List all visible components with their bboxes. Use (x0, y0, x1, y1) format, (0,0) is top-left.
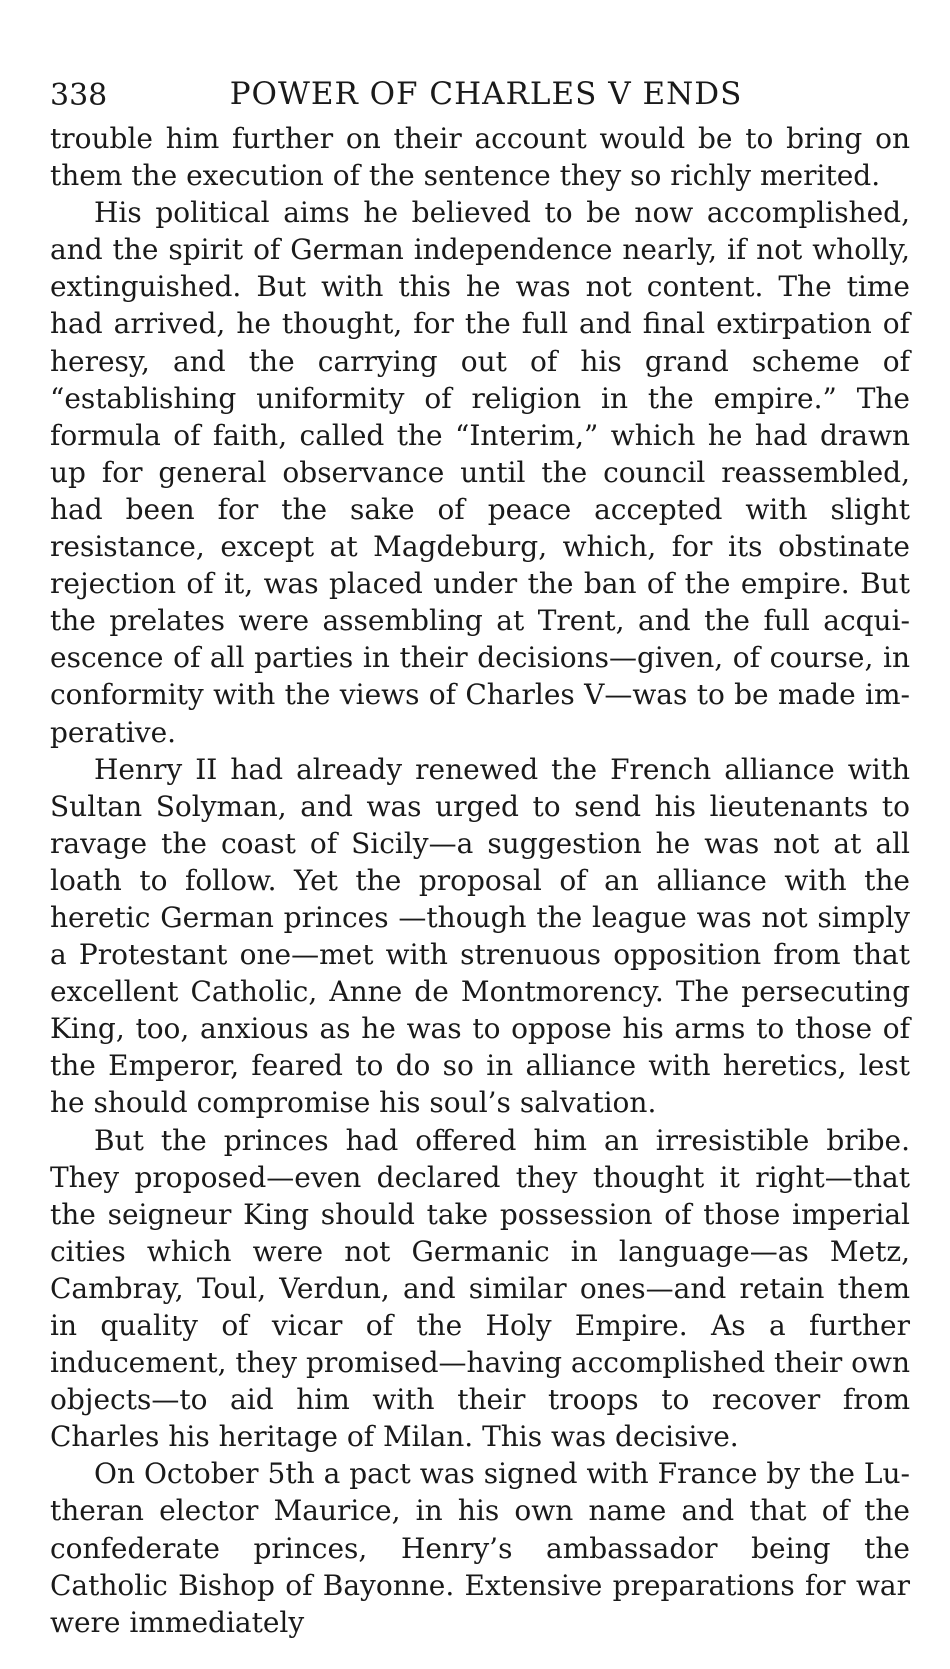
running-head (50, 70, 910, 120)
paragraph: But the princes had offered him an irresistible bribe. They proposed—even declared they thought it right—that the seigneur King should take possession of those imperial cities which were not Germanic in language—as Metz, Cambray, Toul, Verdun, and similar ones—and retain them in quality of vicar of the Holy Empire. As a further inducement, they promised—having accomplished their own objects—to aid him with their troops to recover from Charles his heritage of Milan. This was decisive. (50, 1123, 910, 1454)
paragraph: On October 5th a pact was signed with France by the Lutheran elector Maurice, in his own name and that of the confederate princes, Henry’s ambassador being the Catholic Bishop of Bayonne. Extensive preparations for war were immediately (50, 1457, 910, 1639)
running-title: POWER OF CHARLES V ENDS (229, 76, 743, 112)
book-page (50, 70, 910, 1641)
paragraph-continuation: trouble him further on their account would be to bring on them the execution of the sentence they so richly merited. (50, 122, 910, 193)
paragraph: Henry II had already renewed the French alliance with Sultan Solyman, and was urged to send his lieutenants to ravage the coast of Sicily—a suggestion he was not at all loath to follow. Yet the proposal of an alliance with the heretic German princes —though the league was not simply a Protestant one—met with strenuous opposition from that excellent Catholic, Anne de Montmorency. The persecuting King, too, anxious as he was to oppose his arms to those of the Emperor, feared to do so in alliance with heretics, lest he should compromise his soul’s salvation. (50, 752, 910, 1120)
page-number: 338 (50, 78, 108, 113)
paragraph: His political aims he believed to be now accomplished, and the spirit of German independence nearly, if not wholly, extinguished. But with this he was not content. The time had arrived, he thought, for the full and final extirpation of heresy, and the carrying out of his grand scheme of “establishing uniformity of religion in the empire.” The formula of faith, called the “Interim,” which he had drawn up for general observance until the council reassembled, had been for the sake of peace accepted with slight resistance, except at Magdeburg, which, for its obstinate rejection of it, was placed under the ban of the empire. But the prelates were assembling at Trent, and the full acquiescence of all parties in their decisions—given, of course, in conformity with the views of Charles V—was to be made imperative. (50, 196, 910, 749)
body-text (50, 120, 910, 1641)
